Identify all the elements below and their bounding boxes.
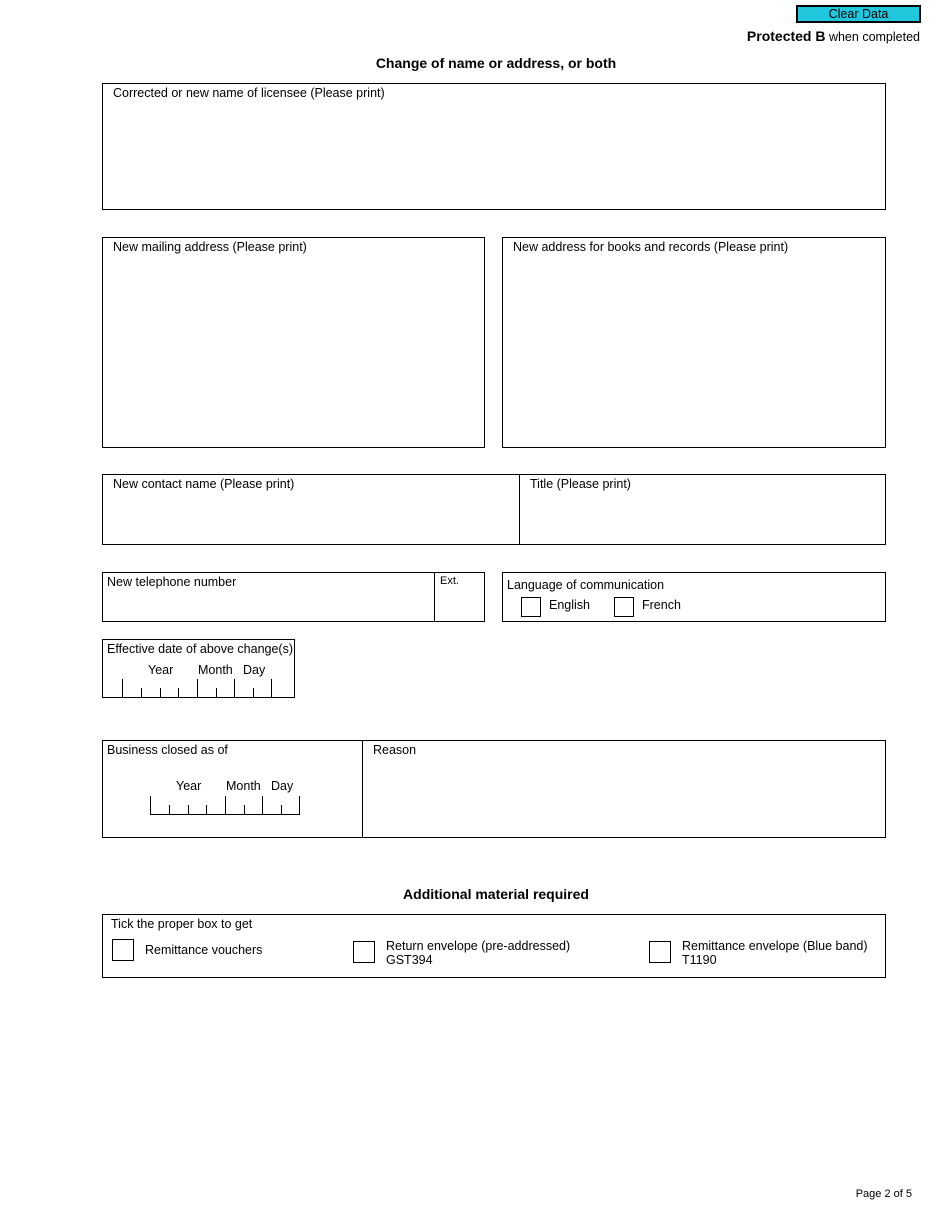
english-label: English bbox=[549, 598, 590, 612]
books-address-field[interactable] bbox=[502, 237, 886, 448]
return-envelope-label: Return envelope (pre-addressed) bbox=[386, 939, 571, 953]
contact-row bbox=[102, 474, 886, 545]
effective-year-label: Year bbox=[148, 663, 174, 677]
protected-notice bbox=[747, 28, 920, 44]
effective-date-label: Effective date of above change(s) bbox=[107, 642, 293, 656]
french-label: French bbox=[642, 598, 681, 612]
telephone-label: New telephone number bbox=[107, 575, 237, 589]
closed-day-label: Day bbox=[271, 779, 294, 793]
effective-date-box bbox=[102, 639, 295, 698]
language-label: Language of communication bbox=[507, 578, 665, 592]
clear-data-button[interactable]: Clear Data bbox=[796, 5, 921, 23]
remittance-envelope-checkbox[interactable] bbox=[649, 941, 671, 963]
return-envelope-checkbox[interactable] bbox=[353, 941, 375, 963]
effective-date-input[interactable] bbox=[122, 679, 272, 697]
protected-suffix: when completed bbox=[825, 30, 920, 44]
protected-level: Protected B bbox=[746, 28, 826, 44]
effective-month-label: Month bbox=[198, 663, 233, 677]
books-address-label: New address for books and records (Please print) bbox=[513, 240, 789, 254]
mailing-address-label: New mailing address (Please print) bbox=[113, 240, 307, 254]
remittance-envelope-label: Remittance envelope (Blue band) bbox=[682, 939, 868, 953]
return-envelope-code: GST394 bbox=[386, 953, 433, 967]
language-box bbox=[502, 572, 886, 622]
extension-field[interactable] bbox=[435, 573, 484, 621]
section-title-change: Change of name or address, or both bbox=[375, 55, 617, 71]
closed-year-label: Year bbox=[176, 779, 202, 793]
reason-label: Reason bbox=[373, 743, 417, 757]
remittance-envelope-code: T1190 bbox=[682, 953, 717, 967]
page-number: Page 2 of 5 bbox=[855, 1188, 912, 1200]
business-closed-row bbox=[102, 740, 886, 838]
reason-field[interactable] bbox=[363, 741, 885, 837]
remittance-vouchers-label: Remittance vouchers bbox=[145, 943, 263, 957]
material-box bbox=[102, 914, 886, 978]
section-title-material: Additional material required bbox=[403, 886, 589, 902]
title-field[interactable] bbox=[520, 475, 885, 544]
title-label: Title (Please print) bbox=[530, 477, 631, 491]
contact-name-field[interactable] bbox=[103, 475, 519, 544]
business-closed-date-input[interactable] bbox=[150, 796, 300, 815]
business-closed-label: Business closed as of bbox=[107, 743, 228, 757]
mailing-address-field[interactable] bbox=[102, 237, 485, 448]
licensee-name-label: Corrected or new name of licensee (Please print) bbox=[113, 86, 385, 100]
closed-month-label: Month bbox=[226, 779, 261, 793]
remittance-vouchers-checkbox[interactable] bbox=[112, 939, 134, 961]
material-instruction: Tick the proper box to get bbox=[111, 917, 253, 931]
telephone-row bbox=[102, 572, 485, 622]
licensee-name-field[interactable] bbox=[102, 83, 886, 210]
effective-day-label: Day bbox=[243, 663, 266, 677]
english-checkbox[interactable] bbox=[521, 597, 541, 617]
ext-label: Ext. bbox=[440, 575, 459, 587]
telephone-field[interactable] bbox=[103, 573, 434, 621]
contact-name-label: New contact name (Please print) bbox=[113, 477, 295, 491]
french-checkbox[interactable] bbox=[614, 597, 634, 617]
